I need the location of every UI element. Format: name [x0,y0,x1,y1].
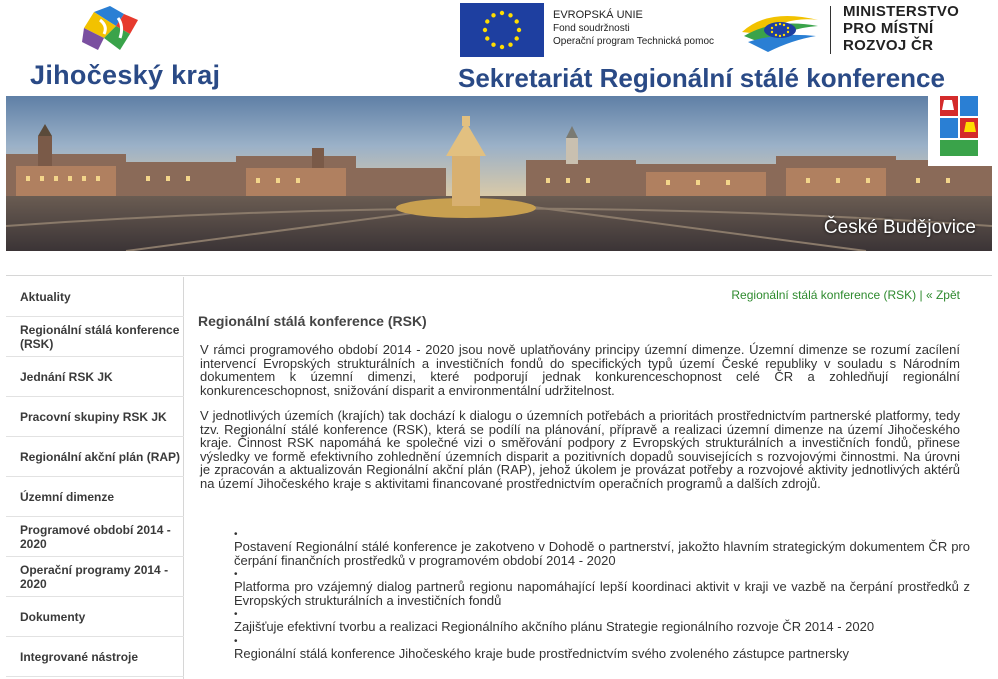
list-item: Platforma pro vzájemný dialog partnerů regionu napomáhající lepší koordinaci aktivit v kraji ve vazbě na čerpání prostředků z Evropských strukturálních a investičních fondů [234,579,970,608]
sidebar-item-operacni-programy[interactable]: Operační programy 2014 - 2020 [6,557,184,597]
back-link[interactable]: « Zpět [925,288,960,302]
breadcrumb-current-link[interactable]: Regionální stálá konference (RSK) [731,288,917,302]
eu-title: EVROPSKÁ UNIE [553,9,643,21]
region-name: Jihočeský kraj [30,60,221,90]
sidebar-item-rap[interactable]: Regionální akční plán (RAP) [6,437,184,477]
bullet-marker: • [234,529,238,540]
site-title: Sekretariát Regionální stálé konference [458,63,945,93]
eu-funding-text [553,9,714,48]
rsk-description-paragraph: V jednotlivých územích (krajích) tak dochází k dialogu o územních potřebách a prioritách prostřednictvím partnerské platformy, tedy tzv. Regionální stálé konference (RSK), která se podílí na plánování, přípravě a realizaci územní dimenze na území Jihočeského kraje. Činnost RSK napomáhá ke společné vizi o směřování podpory z Evropských strukturálních a investičních fondů, přinese výsledky ve formě efektivního zohlednění územních disparit a pozitivních dopadů souvisejících s rozvojovými činnostmi. Na úrovni je zpracován a aktualizován Regionální akční plán (RAP), jehož úkolem je provázat potřeby a rozvojové aktivity jednotlivých aktérů na území Jihočeského kraje s aktivitami financované prostřednictvím operačních programů a dalších zdrojů. [200,408,960,491]
sidebar-item-rsk[interactable]: Regionální stálá konference (RSK) [6,317,184,357]
ministry-logo-icon[interactable] [738,6,822,54]
intro-paragraph: V rámci programového období 2014 - 2020 jsou nově uplatňovány principy územní dimenze. Územní dimenze se rozumí zacílení intervencí Evropských strukturálních a investičních fondů do specifických typů území České republiky v souladu s Národním dokumentem k územní dimenzi, které podporují jednak konkurenceschopnost celé ČR a zohledňují regionální konkurenceschopnost, snižování disparit a environmentální udržitelnost. [200,342,960,398]
sidebar-menu [6,277,184,679]
breadcrumb [731,288,960,302]
eu-program-name: Operační program Technická pomoc [553,36,715,47]
banner-separator [6,252,992,276]
main-content [184,277,992,679]
ministry-name: MINISTERSTVO PRO MÍSTNÍ ROZVOJ ČR [843,3,960,54]
list-item: Postavení Regionální stálé konference je zakotveno v Dohodě o partnerství, jakožto hlavním strategickým dokumentem ČR pro čerpání finančních prostředků v programovém období 2014 - 2020 [234,539,970,568]
sidebar-item-jednani-rsk[interactable]: Jednání RSK JK [6,357,184,397]
rsk-bullet-list [234,529,970,663]
sidebar-item-uzemni-dimenze[interactable]: Územní dimenze [6,477,184,517]
sidebar-item-integrovane-nastroje[interactable]: Integrované nástroje [6,637,184,677]
site-header [0,0,998,96]
sidebar-item-programove-obdobi[interactable]: Programové období 2014 - 2020 [6,517,184,557]
bullet-marker: • [234,569,238,581]
list-item: Zajišťuje efektivní tvorbu a realizaci Regionálního akčního plánu Strategie regionálního rozvoje ČR 2014 - 2020 [234,619,875,635]
bullet-marker: • [234,609,238,621]
ministry-divider [830,6,831,54]
list-item: Regionální stálá konference Jihočeského kraje bude prostřednictvím svého zvoleného zástupce partnersky [234,645,849,661]
banner-caption: České Budějovice [823,217,976,238]
jihocesky-kraj-logo-icon[interactable] [80,4,142,54]
sidebar-item-aktuality[interactable]: Aktuality [6,277,184,317]
page-title: Regionální stálá konference (RSK) [198,313,427,329]
sidebar-item-pracovni-skupiny[interactable]: Pracovní skupiny RSK JK [6,397,184,437]
eu-flag-icon [460,3,544,57]
coat-of-arms-icon [928,96,992,166]
eu-fund-name: Fond soudržnosti [553,23,630,34]
city-panorama-banner [6,96,992,251]
bullet-marker: • [234,635,238,647]
sidebar-item-dokumenty[interactable]: Dokumenty [6,597,184,637]
breadcrumb-separator: | [919,288,923,302]
